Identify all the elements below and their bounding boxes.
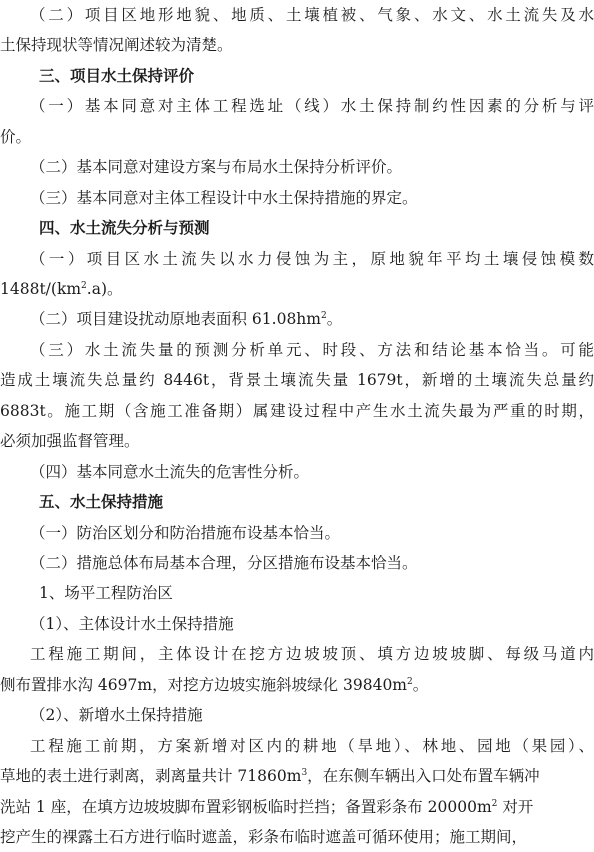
section-heading: 三、项目水土保持评价 [39,65,195,85]
section-heading: 四、水土流失分析与预测 [39,218,210,238]
paragraph-line: （二）措施总体布局基本合理，分区措施布设基本恰当。 [30,554,418,572]
paragraph-line: （一）基本同意对主体工程选址（线）水土保持制约性因素的分析与评 [30,97,594,116]
paragraph-line: 工程施工前期，方案新增对区内的耕地（旱地）、林地、园地（果园）、 [30,736,594,755]
paragraph-line: 草地的表土进行剥离，剥离量共计 $71860m^3$，在东侧车辆出入口处布置车辆冲 [0,767,540,786]
paragraph-line: （一）防治区划分和防治措施布设基本恰当。 [30,523,341,542]
paragraph-line: 挖产生的裸露土石方进行临时遮盖，彩条布临时遮盖可循环使用；施工期间， [0,828,528,846]
paragraph-line: 6883t。施工期（含施工准备期）属建设过程中产生水土流失最为严重的时期， [0,401,594,420]
paragraph-line: 价。 [0,127,32,146]
subsection-heading: （1）、主体设计水土保持措施 [30,614,234,633]
paragraph-line: （四）基本同意水土流失的危害性分析。 [30,462,310,481]
paragraph-line: （二）项目区地形地貌、地质、土壤植被、气象、水文、水土流失及水 [30,6,594,24]
paragraph-line: 造成土壤流失总量约 8446t，背景土壤流失量 1679t，新增的土壤流失总量约 [0,371,594,390]
paragraph-line: （一）项目区水土流失以水力侵蚀为主，原地貌年平均土壤侵蚀模数 [30,249,594,268]
paragraph-line: 土保持现状等情况阐述较为清楚。 [0,36,233,55]
paragraph-line: 必须加强监督管理。 [0,432,140,451]
paragraph-line: $1488t/(km^2.a)$。 [0,280,123,298]
section-heading: 五、水土保持措施 [39,492,164,512]
subsection-heading: 1、场平工程防治区 [39,584,173,603]
subsection-heading: （2）、新增水土保持措施 [30,706,203,725]
paragraph-line: 洗站 1 座，在填方边坡坡脚布置彩钢板临时拦挡；备置彩条布 $20000m^2$ 对开 [0,797,534,816]
paragraph-line: （三）水土流失量的预测分析单元、时段、方法和结论基本恰当。可能 [30,340,594,359]
paragraph-line: （二）项目建设扰动原地表面积 $61.08hm^2$。 [30,310,343,329]
paragraph-line: （二）基本同意对建设方案与布局水土保持分析评价。 [30,158,403,177]
paragraph-line: （三）基本同意对主体工程设计中水土保持措施的界定。 [30,188,418,207]
paragraph-line: 侧布置排水沟 4697m，对挖方边坡实施斜坡绿化 $39840m^2$。 [0,675,429,694]
paragraph-line: 工程施工期间，主体设计在挖方边坡坡顶、填方边坡坡脚、每级马道内 [30,645,594,664]
